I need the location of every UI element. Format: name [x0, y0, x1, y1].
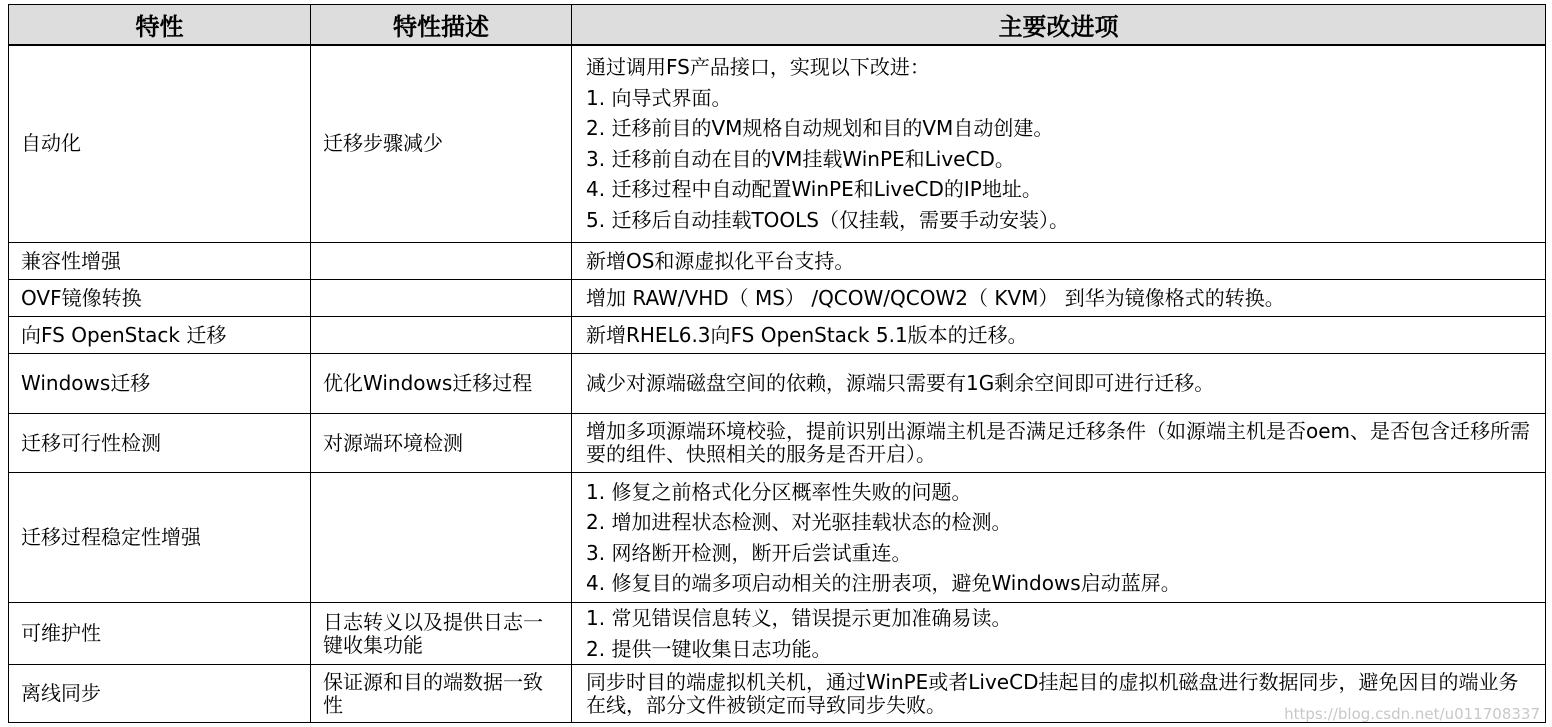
table-row	[9, 414, 1546, 473]
table-header	[9, 5, 1546, 45]
cell-feature: 兼容性增强	[9, 243, 311, 280]
header-description: 特性描述	[311, 5, 572, 45]
table-row	[9, 243, 1546, 280]
header-feature: 特性	[9, 5, 311, 45]
cell-feature: 可维护性	[9, 603, 311, 665]
improvement-line: 1. 向导式界面。	[586, 85, 732, 110]
table-row	[9, 354, 1546, 414]
table-body	[9, 45, 1546, 723]
cell-feature: OVF镜像转换	[9, 280, 311, 317]
cell-description	[311, 473, 572, 603]
cell-feature: 迁移过程稳定性增强	[9, 473, 311, 603]
improvement-line: 减少对源端磁盘空间的依赖，源端只需要有1G剩余空间即可进行迁移。	[586, 371, 1215, 395]
cell-improvements	[572, 354, 1546, 414]
feature-table-container	[8, 4, 1545, 720]
feature-table	[8, 4, 1546, 723]
cell-description: 优化Windows迁移过程	[311, 354, 572, 414]
improvement-line: 同步时目的端虚拟机关机，通过WinPE或者LiveCD挂起目的虚拟机磁盘进行数据同步，避免因目的端业务在线，部分文件被锁定而导致同步失败。	[586, 669, 1519, 717]
improvement-line: 4. 迁移过程中自动配置WinPE和LiveCD的IP地址。	[586, 177, 1042, 202]
improvement-line: 2. 迁移前目的VM规格自动规划和目的VM自动创建。	[586, 116, 1054, 141]
improvement-line: 1. 常见错误信息转义，错误提示更加准确易读。	[586, 606, 1012, 630]
improvement-line: 4. 修复目的端多项启动相关的注册表项，避免Windows启动蓝屏。	[586, 571, 1181, 595]
cell-description	[311, 317, 572, 354]
cell-improvements	[572, 317, 1546, 354]
cell-improvements	[572, 603, 1546, 665]
improvement-line: 1. 修复之前格式化分区概率性失败的问题。	[586, 479, 972, 504]
table-row	[9, 603, 1546, 665]
cell-improvements	[572, 45, 1546, 243]
cell-feature: 向FS OpenStack 迁移	[9, 317, 311, 354]
cell-description: 保证源和目的端数据一致性	[311, 665, 572, 723]
header-row	[9, 5, 1546, 45]
improvement-line: 3. 网络断开检测，断开后尝试重连。	[586, 540, 912, 565]
table-row	[9, 317, 1546, 354]
table-row	[9, 280, 1546, 317]
improvement-line: 2. 提供一键收集日志功能。	[586, 636, 832, 661]
improvement-line: 2. 增加进程状态检测、对光驱挂载状态的检测。	[586, 510, 1012, 534]
watermark: https://blog.csdn.net/u011708337	[1284, 705, 1540, 723]
improvement-line: 新增OS和源虚拟化平台支持。	[586, 248, 855, 273]
cell-improvements	[572, 280, 1546, 317]
improvement-line: 通过调用FS产品接口，实现以下改进：	[586, 55, 930, 80]
improvement-line: 新增RHEL6.3向FS OpenStack 5.1版本的迁移。	[586, 322, 1028, 347]
cell-description: 迁移步骤减少	[311, 45, 572, 243]
improvement-line: 增加多项源端环境校验，提前识别出源端主机是否满足迁移条件（如源端主机是否oem、是否包含迁移所需要的组件、快照相关的服务是否开启）。	[586, 419, 1531, 466]
cell-feature: 离线同步	[9, 665, 311, 723]
cell-improvements	[572, 243, 1546, 280]
table-row	[9, 45, 1546, 243]
cell-feature: 迁移可行性检测	[9, 414, 311, 473]
improvement-line: 3. 迁移前自动在目的VM挂载WinPE和LiveCD。	[586, 146, 1015, 171]
improvement-line: 增加 RAW/VHD（ MS） /QCOW/QCOW2（ KVM） 到华为镜像格式的转换。	[586, 285, 1285, 310]
cell-description: 对源端环境检测	[311, 414, 572, 473]
cell-feature: 自动化	[9, 45, 311, 243]
cell-description	[311, 280, 572, 317]
header-improvements: 主要改进项	[572, 5, 1546, 45]
cell-feature: Windows迁移	[9, 354, 311, 414]
cell-description: 日志转义以及提供日志一键收集功能	[311, 603, 572, 665]
cell-improvements	[572, 414, 1546, 473]
improvement-line: 5. 迁移后自动挂载TOOLS（仅挂载，需要手动安装）。	[586, 207, 1069, 232]
table-row	[9, 473, 1546, 603]
cell-improvements	[572, 473, 1546, 603]
cell-description	[311, 243, 572, 280]
